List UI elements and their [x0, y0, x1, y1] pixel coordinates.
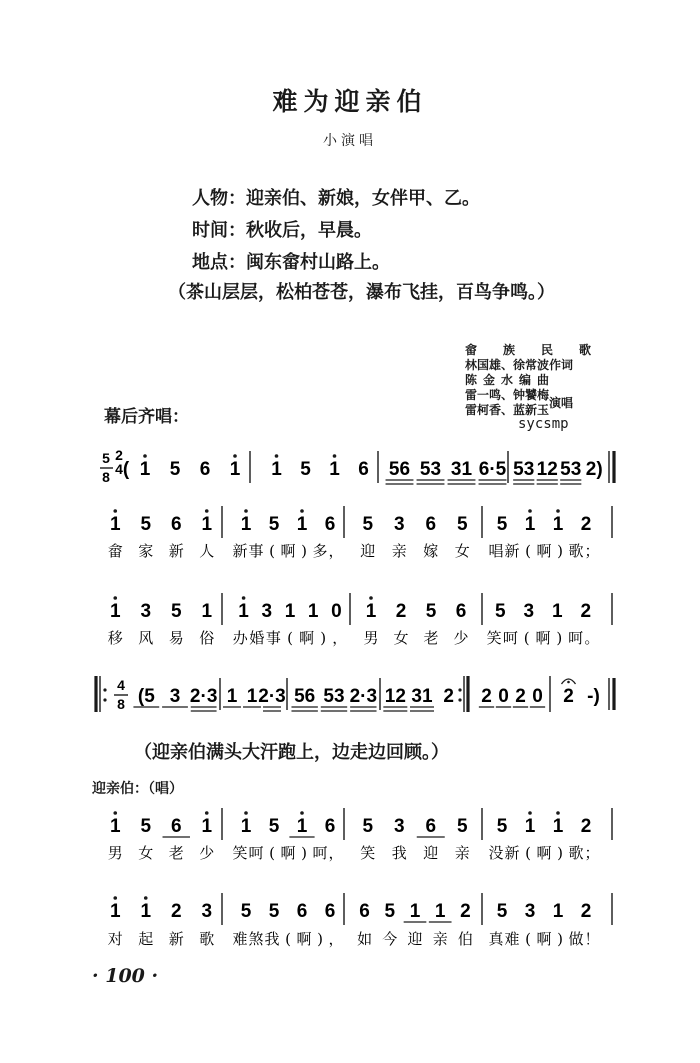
note: 6: [358, 459, 369, 480]
octave-dot: [275, 454, 279, 458]
time-sig-top: 5: [102, 450, 110, 466]
note: 1: [246, 686, 258, 707]
note: 5: [496, 816, 508, 837]
octave-dot: [244, 811, 248, 815]
note: 2·3: [258, 686, 286, 707]
note: 2: [580, 514, 592, 535]
lyric-char: 我: [391, 844, 407, 862]
place-line: 地点：闽东畲村山路上。: [192, 252, 390, 273]
lyric-char: 笑: [360, 844, 376, 862]
lyric-char: 呵: [248, 844, 264, 862]
octave-dot: [143, 454, 147, 458]
note: 1: [284, 601, 296, 622]
note: 1: [140, 901, 152, 922]
note: 2: [580, 816, 592, 837]
repeat-dot: [458, 698, 461, 701]
time-sig-bottom: 8: [102, 469, 110, 485]
stage-direction: （迎亲伯满头大汗跑上，边走边回顾。）: [134, 742, 449, 763]
note: 12: [536, 459, 558, 480]
lyric-char: 少: [199, 844, 215, 862]
lyric-char: 对: [107, 930, 123, 948]
lyric-char: 呵: [312, 844, 328, 862]
lyric-char: 啊: [280, 542, 296, 560]
lyric-char: ): [557, 844, 563, 862]
note: 1: [552, 901, 564, 922]
watermark: sycsmp: [518, 416, 569, 432]
note: 5: [384, 901, 396, 922]
note: 2: [460, 901, 471, 922]
lyric-char: 事: [265, 629, 281, 647]
time-sig-small-top: 2: [115, 447, 123, 463]
note: 53: [560, 459, 582, 480]
fermata-dot: [567, 681, 570, 684]
lyric-char: ，: [332, 629, 348, 647]
note: 2: [481, 686, 492, 707]
lyric-char: ): [301, 844, 307, 862]
credit-singers-1: 雷一鸣、钟饕梅: [465, 388, 550, 402]
lyric-char: (: [523, 629, 530, 647]
note: 5: [240, 901, 252, 922]
note: -): [587, 686, 600, 707]
scene-description: （茶山层层，松柏苍苍，瀑布飞挂，百鸟争鸣。）: [168, 282, 555, 303]
lyric-char: (: [285, 930, 291, 948]
lyric-char: 女: [138, 844, 154, 862]
lyric-char: 。: [584, 629, 600, 647]
lyric-char: 亲: [432, 930, 448, 948]
time-sig-bottom: 8: [117, 696, 125, 712]
lyric-char: 笑: [486, 629, 502, 647]
note: 2·3: [189, 686, 218, 707]
note: 1: [109, 514, 121, 535]
note: 2: [580, 601, 592, 622]
lyric-char: 亲: [391, 542, 407, 560]
time-line: 时间：秋收后，早晨。: [192, 220, 372, 241]
octave-dot: [205, 811, 209, 815]
note: 1: [271, 459, 282, 480]
lyric-char: 女: [393, 629, 409, 647]
note: 5: [170, 601, 182, 622]
note: 5: [268, 816, 280, 837]
lyric-char: 啊: [536, 542, 552, 560]
note: 1: [524, 816, 536, 837]
repeat-dot: [103, 688, 106, 691]
repeat-dot: [458, 688, 461, 691]
lyric-char: 人: [199, 542, 215, 560]
time-sig-small-bottom: 4: [115, 461, 123, 477]
page-title: 难为迎亲伯: [272, 87, 428, 116]
octave-dot: [333, 454, 337, 458]
lyric-char: 事: [248, 542, 264, 560]
note: 1: [552, 514, 564, 535]
lyric-char: 迎: [360, 542, 376, 560]
lyric-char: 呵: [502, 629, 518, 647]
octave-dot: [300, 811, 304, 815]
lyric-char: 老: [423, 629, 439, 647]
note: 1: [109, 816, 121, 837]
lyric-char: 唱: [488, 542, 504, 560]
note: 53: [323, 686, 345, 707]
lyric-char: 老: [168, 844, 184, 862]
lyric-char: 新: [168, 542, 184, 560]
note: 56: [294, 686, 316, 707]
note: 5: [169, 459, 181, 480]
lyric-char: 啊: [296, 930, 312, 948]
lyric-char: ): [320, 629, 327, 647]
note: 1: [240, 816, 252, 837]
note: 1: [296, 816, 308, 837]
octave-dot: [113, 596, 117, 600]
lyric-char: 男: [107, 844, 123, 862]
note: 53: [419, 459, 442, 480]
lyric-char: 如: [357, 930, 373, 948]
credit-singers-2: 雷柯香、蓝新玉演唱: [465, 396, 574, 417]
lyric-char: 新: [232, 542, 248, 560]
lyric-char: 煞: [248, 930, 264, 948]
octave-dot: [244, 509, 248, 513]
note: 5: [494, 601, 506, 622]
lyric-char: (: [287, 629, 293, 647]
note: 1: [109, 601, 121, 622]
lyric-char: ！: [584, 930, 600, 948]
note: 2): [585, 459, 603, 480]
lyric-char: 歌: [568, 542, 584, 560]
note: 2: [580, 901, 592, 922]
note: 1: [524, 514, 536, 535]
lyric-char: 新: [504, 844, 520, 862]
lyric-char: 婚: [249, 629, 265, 647]
lyric-char: 伯: [457, 930, 473, 948]
lyric-char: 起: [138, 930, 154, 948]
lyric-char: ，: [328, 844, 344, 862]
lyric-char: ，: [328, 542, 344, 560]
credit-folk-song: 畲族民歌: [465, 343, 618, 357]
lyric-char: 歌: [568, 844, 584, 862]
lyric-char: 畲: [107, 542, 123, 560]
note: 6: [425, 514, 437, 535]
note: 31: [411, 686, 433, 707]
lyric-char: (: [525, 844, 531, 862]
note: (5: [137, 686, 155, 707]
note: 1: [296, 514, 308, 535]
subtitle: 小演唱: [323, 133, 377, 149]
lyric-char: ；: [584, 542, 600, 560]
octave-dot: [528, 811, 532, 815]
time-sig-top: 4: [117, 677, 125, 693]
credit-lyricists: 林国雄、徐常波作词: [465, 358, 574, 372]
lyric-char: ): [301, 542, 307, 560]
lyric-char: 啊: [536, 844, 552, 862]
note: 1: [229, 459, 241, 480]
lyric-char: (: [525, 930, 531, 948]
note: 1: [201, 601, 213, 622]
note: 1: [201, 514, 213, 535]
note: 6·5: [478, 459, 507, 480]
note: 1: [329, 459, 340, 480]
note: 5: [362, 816, 374, 837]
note: 56: [388, 459, 411, 480]
lyric-char: ): [556, 629, 563, 647]
lyric-char: 多: [312, 542, 328, 560]
note: 3: [393, 514, 405, 535]
octave-dot: [144, 896, 148, 900]
lyric-char: 歌: [199, 930, 215, 948]
lyric-char: 俗: [199, 629, 215, 647]
lyric-char: (: [269, 844, 275, 862]
lyric-char: 新: [504, 542, 520, 560]
note: 2: [515, 686, 526, 707]
note: 6: [425, 816, 437, 837]
voice-label: 迎亲伯：（唱）: [92, 781, 183, 797]
octave-dot: [113, 896, 117, 900]
lyric-char: 笑: [232, 844, 248, 862]
lyric-char: ): [557, 542, 563, 560]
lyric-char: 真: [488, 930, 504, 948]
octave-dot: [556, 811, 560, 815]
note: 6: [324, 816, 336, 837]
note: 3: [140, 601, 152, 622]
octave-dot: [300, 509, 304, 513]
repeat-dot: [103, 698, 106, 701]
octave-dot: [242, 596, 246, 600]
lyric-char: 难: [232, 930, 248, 948]
lyric-char: 男: [363, 629, 379, 647]
note: 5: [362, 514, 374, 535]
credit-sing: 演唱: [549, 396, 574, 410]
lyric-char: 啊: [299, 629, 315, 647]
lyric-char: ，: [328, 930, 344, 948]
note: 0: [532, 686, 543, 707]
lyric-char: 做: [568, 930, 584, 948]
page-number: · 100 ·: [92, 965, 159, 987]
note: 6: [324, 514, 336, 535]
lyric-char: 风: [138, 629, 154, 647]
note: 6: [359, 901, 370, 922]
note: 5: [140, 816, 152, 837]
note: 6: [455, 601, 467, 622]
note: 3: [261, 601, 273, 622]
lyric-char: 啊: [535, 629, 551, 647]
open-paren: (: [122, 459, 130, 480]
lyric-char: (: [269, 542, 275, 560]
lyric-char: ；: [584, 844, 600, 862]
note: 1: [240, 514, 252, 535]
lyric-char: 新: [168, 930, 184, 948]
lyric-char: 办: [232, 629, 248, 647]
note: 12: [384, 686, 406, 707]
note: 1: [139, 459, 151, 480]
note: 1: [551, 601, 563, 622]
note: 0: [331, 601, 342, 622]
octave-dot: [556, 509, 560, 513]
note: 31: [450, 459, 473, 480]
note: 6: [324, 901, 336, 922]
note: 1: [307, 601, 319, 622]
lyric-char: 难: [504, 930, 520, 948]
note: 3: [524, 901, 536, 922]
lyric-char: 啊: [280, 844, 296, 862]
note: 6: [296, 901, 308, 922]
note: 3: [393, 816, 405, 837]
note: 5: [496, 514, 508, 535]
note: 1: [109, 901, 121, 922]
note: 5: [456, 514, 468, 535]
lyric-char: 呵: [568, 629, 584, 647]
note: 3: [169, 686, 181, 707]
note: 6: [170, 514, 182, 535]
note: 5: [496, 901, 508, 922]
lyric-char: 移: [107, 629, 123, 647]
note: 2: [563, 686, 574, 707]
note: 2·3: [349, 686, 378, 707]
octave-dot: [205, 509, 209, 513]
lyric-char: 啊: [536, 930, 552, 948]
note: 3: [201, 901, 213, 922]
octave-dot: [113, 509, 117, 513]
lyric-char: (: [525, 542, 531, 560]
note: 1: [552, 816, 564, 837]
note: 2: [395, 601, 407, 622]
note: 6: [170, 816, 182, 837]
lyric-char: 我: [264, 930, 280, 948]
lyric-char: ): [317, 930, 323, 948]
note: 1: [226, 686, 238, 707]
octave-dot: [113, 811, 117, 815]
octave-dot: [369, 596, 373, 600]
note: 1: [365, 601, 377, 622]
note: 3: [523, 601, 535, 622]
note: 1: [238, 601, 249, 622]
lyric-char: 家: [138, 542, 154, 560]
chorus-label: 幕后齐唱：: [104, 407, 189, 427]
note: 5: [268, 514, 280, 535]
note: 1: [201, 816, 213, 837]
note: 6: [199, 459, 211, 480]
lyric-char: 女: [454, 542, 470, 560]
note: 0: [498, 686, 509, 707]
lyric-char: 亲: [454, 844, 470, 862]
lyric-char: 少: [453, 629, 469, 647]
note: 5: [425, 601, 437, 622]
characters-line: 人物：迎亲伯、新娘，女伴甲、乙。: [192, 188, 480, 209]
note: 5: [140, 514, 152, 535]
note: 53: [513, 459, 535, 480]
note: 2: [170, 901, 182, 922]
lyric-char: 嫁: [423, 542, 439, 560]
lyric-char: 易: [168, 629, 184, 647]
credit-arranger: 陈金水编曲: [465, 373, 556, 387]
lyric-char: 迎: [407, 930, 423, 948]
lyric-char: ): [557, 930, 563, 948]
octave-dot: [233, 454, 237, 458]
note: 5: [268, 901, 280, 922]
note: 1: [409, 901, 421, 922]
note: 2: [443, 686, 454, 707]
lyric-char: 没: [488, 844, 504, 862]
note: 5: [456, 816, 468, 837]
octave-dot: [528, 509, 532, 513]
lyric-char: 迎: [423, 844, 439, 862]
note: 1: [434, 901, 446, 922]
note: 5: [300, 459, 311, 480]
lyric-char: 今: [382, 930, 398, 948]
